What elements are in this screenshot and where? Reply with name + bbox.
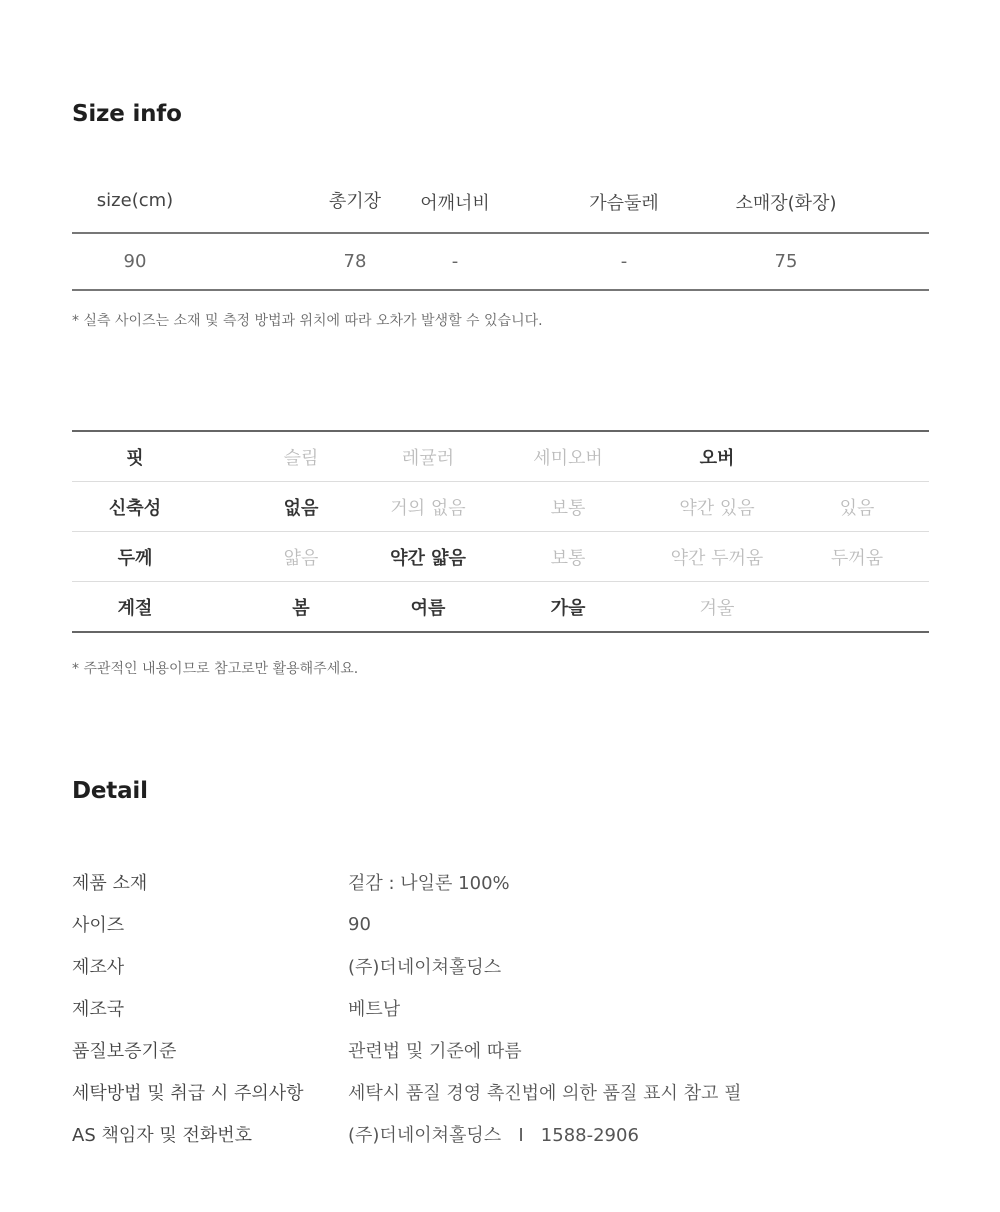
detail-row-country xyxy=(72,987,929,1029)
fit-option: 거의 없음 xyxy=(390,497,466,519)
fit-option: 약간 두꺼움 xyxy=(670,547,764,569)
detail-row-care xyxy=(72,1071,929,1113)
detail-value: (주)더네이쳐홀딩스 I 1588-2906 xyxy=(348,1125,639,1146)
detail-row-quality xyxy=(72,1029,929,1071)
size-header-total-length-text: 총기장 xyxy=(328,191,382,212)
fit-row-label: 신축성 xyxy=(108,497,162,519)
fit-option: 두꺼움 xyxy=(830,547,884,569)
fit-row-label: 두께 xyxy=(117,547,153,569)
detail-row-as-contact xyxy=(72,1113,929,1155)
size-header-size: size(cm) xyxy=(96,189,174,211)
fit-option: 보통 xyxy=(550,547,586,569)
detail-key: 세탁방법 및 취급 시 주의사항 xyxy=(72,1083,304,1104)
size-value-shoulder-text: - xyxy=(451,250,459,272)
size-header-chest-text: 가슴둘레 xyxy=(589,193,659,214)
fit-row-season xyxy=(72,582,929,631)
fit-option-selected: 오버 xyxy=(699,447,735,469)
fit-row-label: 계절 xyxy=(117,597,153,619)
size-header-sleeve-text: 소매장(화장) xyxy=(735,193,837,214)
detail-key: 사이즈 xyxy=(72,915,125,936)
detail-key: AS 책임자 및 전화번호 xyxy=(72,1125,253,1146)
fit-option: 세미오버 xyxy=(533,447,603,469)
fit-option: 슬림 xyxy=(283,447,319,469)
fit-option: 있음 xyxy=(839,497,875,519)
size-table-row xyxy=(72,234,929,291)
detail-value: 겉감 : 나일론 100% xyxy=(348,873,510,894)
size-table xyxy=(72,168,929,291)
size-value-size: 90 xyxy=(123,251,147,272)
fit-option: 보통 xyxy=(550,497,586,519)
size-header-shoulder-text: 어깨너비 xyxy=(420,193,490,214)
size-info-title: Size info xyxy=(72,101,182,127)
fit-option-selected: 약간 얇음 xyxy=(390,547,466,569)
fit-option: 얇음 xyxy=(283,547,319,569)
detail-value: 90 xyxy=(348,913,371,935)
detail-row-manufacturer xyxy=(72,945,929,987)
detail-row-size xyxy=(72,903,929,945)
fit-option-selected: 여름 xyxy=(410,597,446,619)
fit-row-thickness xyxy=(72,532,929,582)
detail-value: 베트남 xyxy=(348,999,401,1020)
fit-option: 겨울 xyxy=(699,597,735,619)
fit-option-selected: 없음 xyxy=(283,497,319,519)
detail-value: 관련법 및 기준에 따름 xyxy=(348,1041,522,1062)
size-value-total-length-text: 78 xyxy=(343,251,367,272)
fit-row-label: 핏 xyxy=(126,447,144,469)
detail-key: 제조국 xyxy=(72,999,125,1020)
fit-option-selected: 가을 xyxy=(550,597,586,619)
fit-option: 레귤러 xyxy=(401,447,455,469)
size-value-chest-text: - xyxy=(620,250,628,272)
fit-row-fit xyxy=(72,432,929,482)
detail-key: 품질보증기준 xyxy=(72,1041,177,1062)
fit-row-stretch xyxy=(72,482,929,532)
size-note: * 실측 사이즈는 소재 및 측정 방법과 위치에 따라 오차가 발생할 수 있습니다. xyxy=(72,313,543,329)
size-table-header xyxy=(72,168,929,234)
detail-value: (주)더네이쳐홀딩스 xyxy=(348,957,502,978)
detail-row-material xyxy=(72,861,929,903)
detail-value: 세탁시 품질 경영 촉진법에 의한 품질 표시 참고 필 xyxy=(348,1083,742,1104)
size-value-sleeve-text: 75 xyxy=(774,250,798,272)
detail-key: 제조사 xyxy=(72,957,125,978)
fit-option-selected: 봄 xyxy=(292,597,310,619)
detail-title: Detail xyxy=(72,778,148,804)
fit-note: * 주관적인 내용이므로 참고로만 활용해주세요. xyxy=(72,661,359,677)
detail-key: 제품 소재 xyxy=(72,873,148,894)
fit-option: 약간 있음 xyxy=(679,497,755,519)
fit-table xyxy=(72,430,929,633)
detail-list xyxy=(72,861,929,1155)
